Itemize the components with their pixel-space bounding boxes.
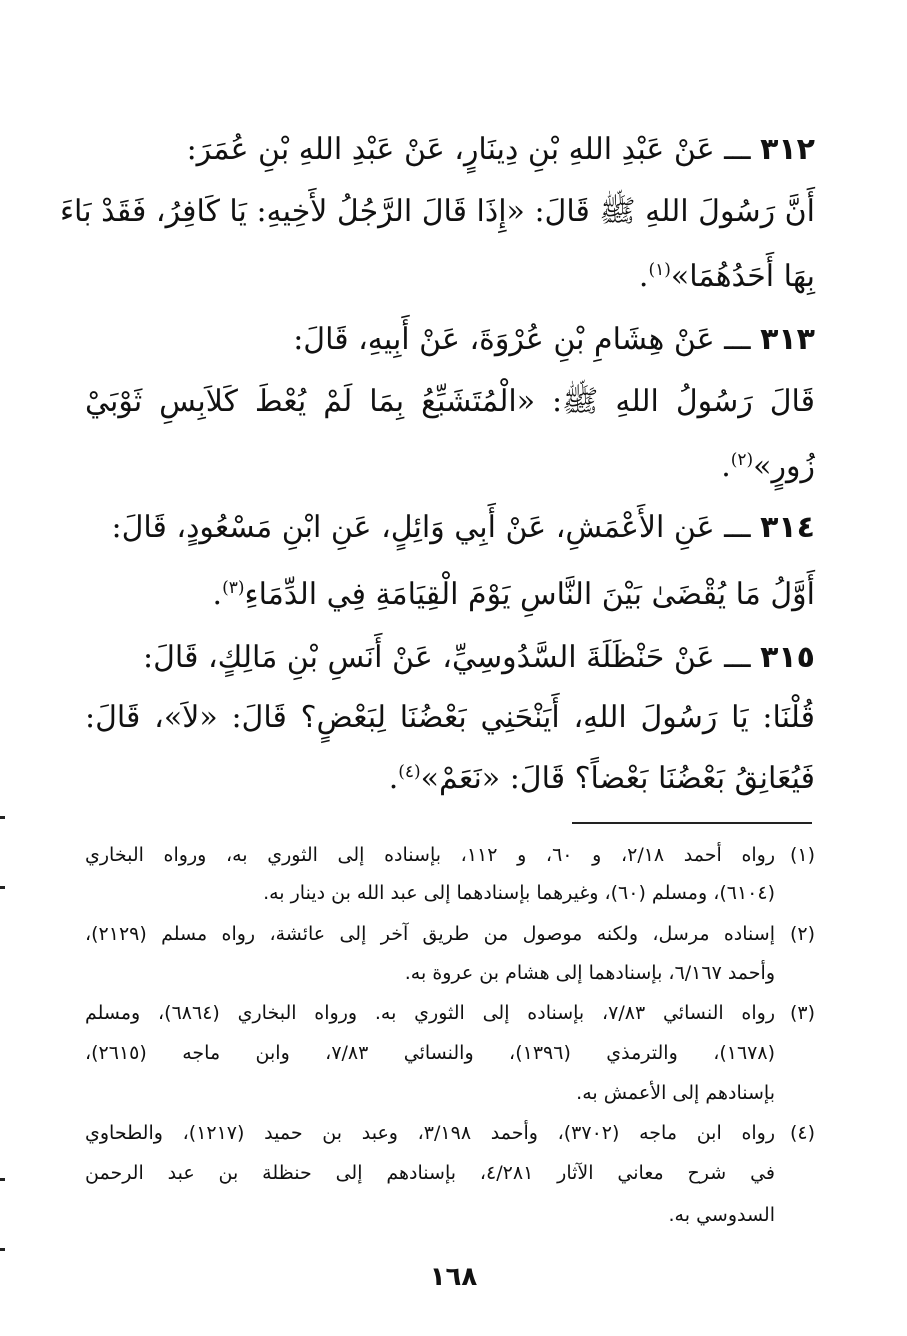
footnote-ref: (٢) [730,450,754,470]
scan-mark [0,816,5,819]
hadith-313-text-line-1: قَالَ رَسُولُ اللهِ ﷺ: «الْمُتَشَبِّعُ بِمَا لَمْ يُعْطَ كَلاَبِسِ ثَوْبَيْ [85,384,815,419]
footnote-4-line-1 [85,1118,815,1148]
hadith-text: فَيُعَانِقُ بَعْضُنَا بَعْضاً؟ قَالَ: «نَعَمْ» [420,761,815,796]
footnote-4-line-3: السدوسي به. [668,1204,775,1226]
hadith-number: ٣١٢ [760,132,815,167]
hadith-314-text-line-1: أَوَّلُ مَا يُقْضَىٰ بَيْنَ النَّاسِ يَوْمَ الْقِيَامَةِ فِي الدِّمَاءِ$^{(٣)}$. [212,577,815,612]
footnote-3-line-1 [85,998,815,1028]
hadith-312-text-line-2: بِهَا أَحَدُهُمَا»$^{(١)}$. [638,259,815,294]
footnote-text: إسناده مرسل، ولكنه موصول من طريق آخر إلى عائشة، رواه مسلم (٢١٢٩)، [85,923,775,945]
footnote-mark: (٣) [789,1002,816,1024]
hadith-315-text-line-1: قُلْنَا: يَا رَسُولَ اللهِ، أَيَنْحَنِي بَعْضُنَا لِبَعْضٍ؟ قَالَ: «لاَ»، قَالَ: [85,700,815,735]
hadith-text: بِهَا أَحَدُهُمَا» [670,259,815,294]
hadith-chain: عَنِ الأَعْمَشِ، عَنْ أَبِي وَائِلٍ، عَنِ ابْنِ مَسْعُودٍ، قَالَ: [111,510,715,545]
footnote-3-line-2: (١٦٧٨)، والترمذي (١٣٩٦)، والنسائي ٧/٨٣، وابن ماجه (٢٦١٥)، [85,1042,775,1064]
scan-mark [0,1178,5,1181]
hadith-number: ٣١٣ [760,322,815,357]
footnote-ref: (١) [648,260,671,280]
footnote-text: رواه ابن ماجه (٣٧٠٢)، وأحمد ٣/١٩٨، وعبد بن حميد (١٢١٧)، والطحاوي [85,1122,776,1144]
footnote-3-line-3: بإسنادهم إلى الأعمش به. [576,1082,775,1104]
hadith-text: زُورٍ» [753,449,815,484]
footnote-2-line-2: وأحمد ٦/١٦٧، بإسنادهما إلى هشام بن عروة به. [404,962,775,984]
footnote-mark: (٢) [789,923,815,945]
footnote-text: رواه النسائي ٧/٨٣، بإسناده إلى الثوري به. ورواه البخاري (٦٨٦٤)، ومسلم [85,1002,776,1024]
footnote-1-line-2: (٦١٠٤)، ومسلم (٦٠)، وغيرهما بإسنادهما إلى عبد الله بن دينار به. [263,882,775,904]
hadith-text: أَوَّلُ مَا يُقْضَىٰ بَيْنَ النَّاسِ يَوْمَ الْقِيَامَةِ فِي الدِّمَاءِ [244,577,815,612]
footnote-ref: (٤) [398,762,421,782]
footnote-1-line-1 [85,840,815,870]
hadith-315-chain-line: ٣١٥ ـــ عَنْ حَنْظَلَةَ السَّدُوسِيِّ، عَنْ أَنَسِ بْنِ مَالِكٍ، قَالَ: [143,640,815,675]
hadith-number: ٣١٥ [760,640,815,675]
hadith-313-chain-line: ٣١٣ ـــ عَنْ هِشَامِ بْنِ عُرْوَةَ، عَنْ أَبِيهِ، قَالَ: [293,322,815,357]
footnote-mark: (٤) [789,1122,816,1144]
hadith-314-chain-line: ٣١٤ ـــ عَنِ الأَعْمَشِ، عَنْ أَبِي وَائِلٍ، عَنِ ابْنِ مَسْعُودٍ، قَالَ: [111,510,815,545]
hadith-313-text-line-2: زُورٍ»$^{(٢)}$. [721,449,815,484]
hadith-315-text-line-2: فَيُعَانِقُ بَعْضُنَا بَعْضاً؟ قَالَ: «نَعَمْ»$^{(٤)}$. [388,761,815,796]
footnote-2-line-1 [85,919,815,949]
footnote-mark: (١) [789,844,816,866]
hadith-number: ٣١٤ [760,510,815,545]
hadith-312-chain-line: ٣١٢ ـــ عَنْ عَبْدِ اللهِ بْنِ دِينَارٍ، عَنْ عَبْدِ اللهِ بْنِ عُمَرَ: [186,132,815,167]
footnote-ref: (٣) [222,578,245,598]
scan-mark [0,886,5,889]
page-number: ١٦٨ [429,1262,478,1292]
footnote-text: رواه أحمد ٢/١٨، و ٦٠، و ١١٢، بإسناده إلى الثوري به، ورواه البخاري [85,844,776,866]
hadith-chain: عَنْ هِشَامِ بْنِ عُرْوَةَ، عَنْ أَبِيهِ، قَالَ: [293,322,715,357]
footnote-separator [572,822,812,824]
hadith-312-text-line-1: أَنَّ رَسُولَ اللهِ ﷺ قَالَ: «إِذَا قَالَ الرَّجُلُ لأَخِيهِ: يَا كَافِرُ، فَقَدْ بَاءَ [59,194,815,229]
hadith-chain: عَنْ حَنْظَلَةَ السَّدُوسِيِّ، عَنْ أَنَسِ بْنِ مَالِكٍ، قَالَ: [143,640,715,675]
footnote-4-line-2: في شرح معاني الآثار ٤/٢٨١، بإسنادهم إلى حنظلة بن عبد الرحمن [85,1162,776,1184]
scan-mark [0,1248,5,1251]
hadith-chain: عَنْ عَبْدِ اللهِ بْنِ دِينَارٍ، عَنْ عَبْدِ اللهِ بْنِ عُمَرَ: [186,132,715,167]
